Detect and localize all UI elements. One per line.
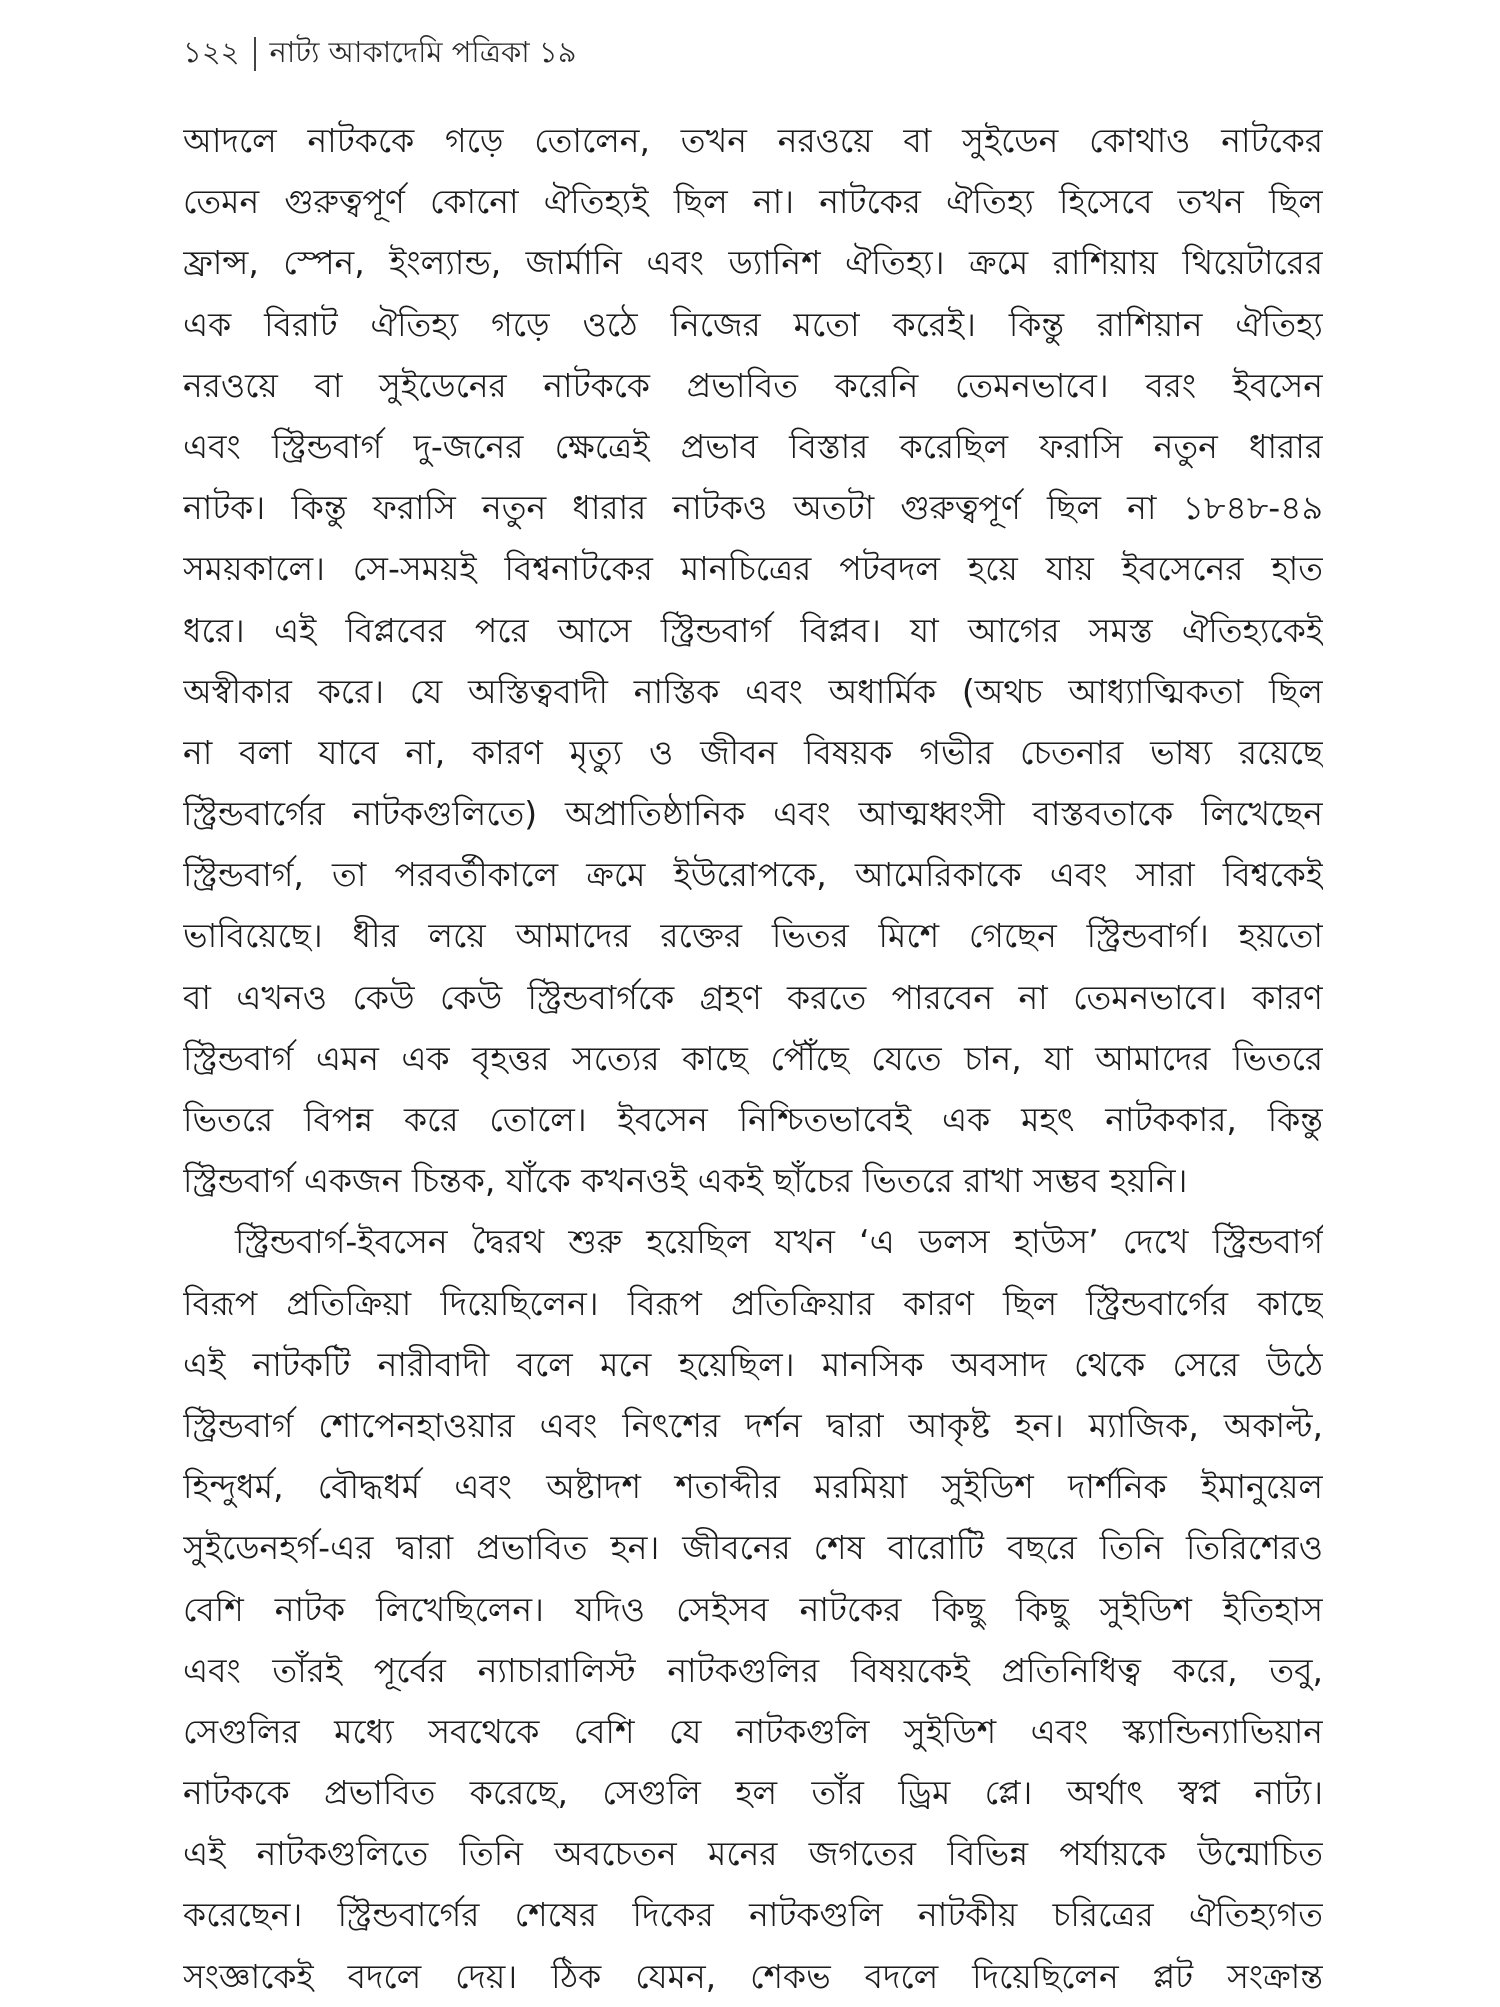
- text-line: ফ্রান্স, স্পেন, ইংল্যান্ড, জার্মানি এবং ড্যানিশ ঐতিহ্য। ক্রমে রাশিয়ায় থিয়েটারের: [183, 243, 1323, 283]
- text-line: এই নাটকগুলিতে তিনি অবচেতন মনের জগতের বিভিন্ন পর্যায়কে উন্মোচিত: [183, 1834, 1323, 1874]
- text-line: ধরে। এই বিপ্লবের পরে আসে স্ট্রিন্ডবার্গ বিপ্লব। যা আগের সমস্ত ঐতিহ্যকেই: [183, 610, 1323, 650]
- text-line: আদলে নাটককে গড়ে তোলেন, তখন নরওয়ে বা সুইডেন কোথাও নাটকের: [183, 121, 1323, 160]
- text-line: এই নাটকটি নারীবাদী বলে মনে হয়েছিল। মানসিক অবসাদ থেকে সেরে উঠে: [183, 1344, 1323, 1384]
- text-line: নরওয়ে বা সুইডেনের নাটককে প্রভাবিত করেনি তেমনভাবে। বরং ইবসেন: [183, 365, 1323, 405]
- text-line: হিন্দুধর্ম, বৌদ্ধধর্ম এবং অষ্টাদশ শতাব্দীর মরমিয়া সুইডিশ দার্শনিক ইমানুয়েল: [183, 1467, 1323, 1507]
- text-line: স্ট্রিন্ডবার্গ এমন এক বৃহত্তর সত্যের কাছে পৌঁছে যেতে চান, যা আমাদের ভিতরে: [183, 1038, 1323, 1078]
- text-line: স্ট্রিন্ডবার্গ, তা পরবর্তীকালে ক্রমে ইউরোপকে, আমেরিকাকে এবং সারা বিশ্বকেই: [183, 855, 1323, 895]
- text-line: স্ট্রিন্ডবার্গ একজন চিন্তক, যাঁকে কখনওই একই ছাঁচের ভিতরে রাখা সম্ভব হয়নি।: [183, 1161, 1188, 1201]
- text-line: বা এখনও কেউ কেউ স্ট্রিন্ডবার্গকে গ্রহণ করতে পারবেন না তেমনভাবে। কারণ: [183, 977, 1323, 1017]
- text-line: সুইডেনহর্গ-এর দ্বারা প্রভাবিত হন। জীবনের শেষ বারোটি বছরে তিনি তিরিশেরও: [183, 1528, 1323, 1568]
- text-line: নাটক। কিন্তু ফরাসি নতুন ধারার নাটকও অতটা গুরুত্বপূর্ণ ছিল না ১৮৪৮-৪৯: [183, 488, 1323, 528]
- text-line: ভিতরে বিপন্ন করে তোলে। ইবসেন নিশ্চিতভাবেই এক মহৎ নাটককার, কিন্তু: [183, 1100, 1323, 1139]
- body-text: [183, 110, 1323, 2007]
- text-line: সংজ্ঞাকেই বদলে দেয়। ঠিক যেমন, শেকভ বদলে দিয়েছিলেন প্লট সংক্রান্ত: [183, 1956, 1323, 1996]
- text-line: স্ট্রিন্ডবার্গ-ইবসেন দ্বৈরথ শুরু হয়েছিল যখন ‘এ ডলস হাউস’ দেখে স্ট্রিন্ডবার্গ: [235, 1222, 1323, 1262]
- journal-title: নাট্য আকাদেমি পত্রিকা ১৯: [269, 34, 577, 69]
- text-line: ভাবিয়েছে। ধীর লয়ে আমাদের রক্তের ভিতর মিশে গেছেন স্ট্রিন্ডবার্গ। হয়তো: [183, 916, 1323, 956]
- text-line: এবং স্ট্রিন্ডবার্গ দু-জনের ক্ষেত্রেই প্রভাব বিস্তার করেছিল ফরাসি নতুন ধারার: [183, 426, 1323, 466]
- text-line: বিরূপ প্রতিক্রিয়া দিয়েছিলেন। বিরূপ প্রতিক্রিয়ার কারণ ছিল স্ট্রিন্ডবার্গের কাছে: [183, 1283, 1323, 1323]
- text-line: অস্বীকার করে। যে অস্তিত্ববাদী নাস্তিক এবং অধার্মিক (অথচ আধ্যাত্মিকতা ছিল: [183, 671, 1323, 711]
- text-line: সময়কালে। সে-সময়ই বিশ্বনাটকের মানচিত্রের পটবদল হয়ে যায় ইবসেনের হাত: [183, 549, 1323, 589]
- header-divider: [254, 37, 256, 71]
- text-line: স্ট্রিন্ডবার্গ শোপেনহাওয়ার এবং নিৎশের দর্শন দ্বারা আকৃষ্ট হন। ম্যাজিক, অকাল্ট,: [183, 1405, 1323, 1445]
- text-line: স্ট্রিন্ডবার্গের নাটকগুলিতে) অপ্রাতিষ্ঠানিক এবং আত্মধ্বংসী বাস্তবতাকে লিখেছেন: [183, 794, 1323, 834]
- text-line: তেমন গুরুত্বপূর্ণ কোনো ঐতিহ্যই ছিল না। নাটকের ঐতিহ্য হিসেবে তখন ছিল: [183, 182, 1323, 222]
- text-line: সেগুলির মধ্যে সবথেকে বেশি যে নাটকগুলি সুইডিশ এবং স্ক্যান্ডিন্যাভিয়ান: [183, 1711, 1323, 1751]
- text-line: নাটককে প্রভাবিত করেছে, সেগুলি হল তাঁর ড্রিম প্লে। অর্থাৎ স্বপ্ন নাট্য।: [183, 1773, 1323, 1813]
- page-number: ১২২: [183, 34, 240, 69]
- text-line: করেছেন। স্ট্রিন্ডবার্গের শেষের দিকের নাটকগুলি নাটকীয় চরিত্রের ঐতিহ্যগত: [183, 1895, 1323, 1935]
- text-line: এবং তাঁরই পূর্বের ন্যাচারালিস্ট নাটকগুলির বিষয়কেই প্রতিনিধিত্ব করে, তবু,: [183, 1650, 1323, 1690]
- text-line: বেশি নাটক লিখেছিলেন। যদিও সেইসব নাটকের কিছু কিছু সুইডিশ ইতিহাস: [183, 1589, 1323, 1629]
- running-header: [183, 30, 577, 78]
- text-line: না বলা যাবে না, কারণ মৃত্যু ও জীবন বিষয়ক গভীর চেতনার ভাষ্য রয়েছে: [183, 732, 1323, 772]
- text-line: এক বিরাট ঐতিহ্য গড়ে ওঠে নিজের মতো করেই। কিন্তু রাশিয়ান ঐতিহ্য: [183, 304, 1323, 344]
